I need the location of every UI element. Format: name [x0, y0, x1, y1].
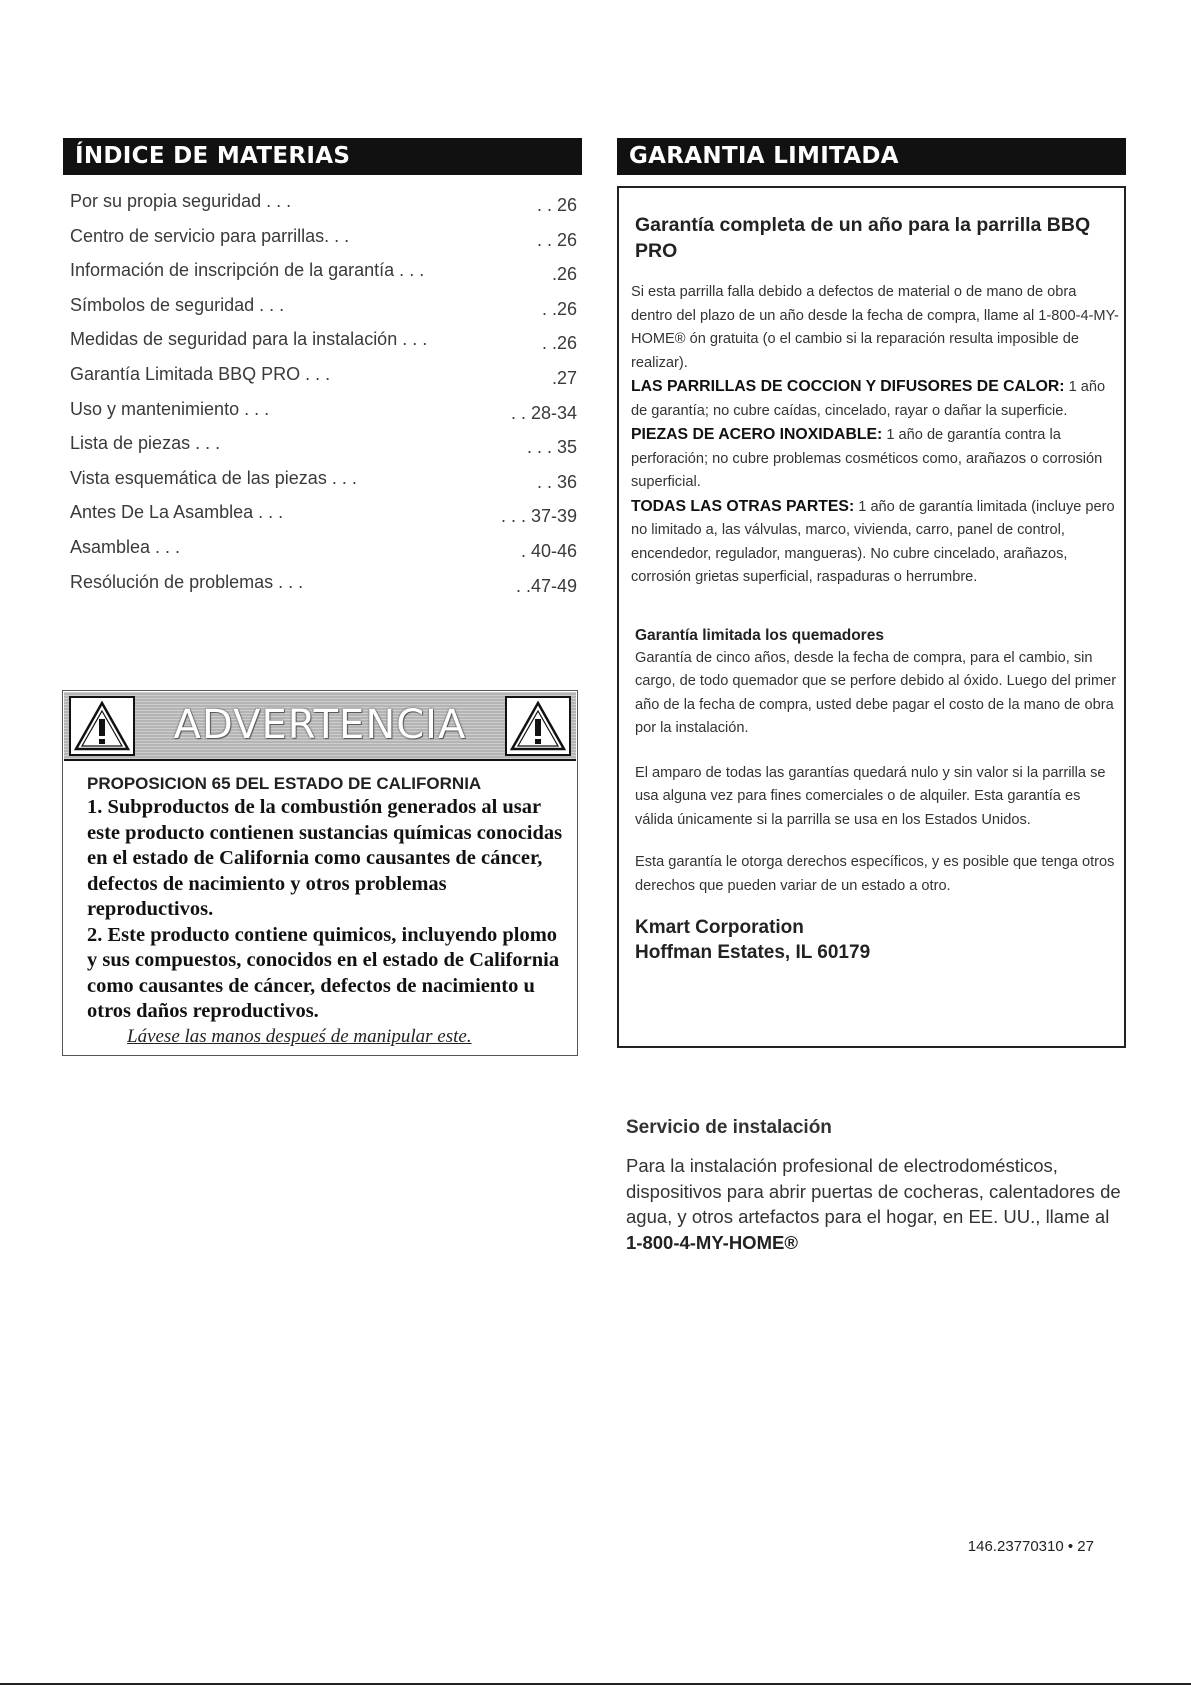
- toc-item-label: Medidas de seguridad para la instalación . . .: [70, 329, 428, 350]
- installation-service: [626, 1115, 1126, 1255]
- toc-item: [70, 189, 580, 224]
- toc-item-page: .27: [551, 367, 577, 388]
- steel-text: 1 año de garantía contra la perforación; no cubre problemas cosméticos como, arañazos o corrosión superficial.: [631, 427, 1103, 490]
- warning-paragraph-1: 1. Subproductos de la combustión generados al usar este producto contienen sustancias químicas conocidas en el estado de California como causantes de cáncer, defectos de nacimiento y otros problemas reproductivos.: [87, 796, 563, 920]
- toc-item: [70, 535, 580, 570]
- toc-item: [70, 258, 580, 293]
- toc-item-page: . . 26: [536, 195, 577, 215]
- company-name: Kmart Corporation: [635, 917, 804, 938]
- toc-item-label: Símbolos de seguridad . . .: [70, 294, 285, 315]
- warranty-title: GARANTIA LIMITADA: [617, 138, 1126, 175]
- toc-item-label: Uso y mantenimiento . . .: [70, 398, 270, 419]
- other-parts-heading: TODAS LAS OTRAS PARTES:: [631, 497, 855, 515]
- toc-item-page: . .26: [541, 333, 577, 354]
- warning-box: [62, 690, 578, 1056]
- toc-title: ÍNDICE DE MATERIAS: [63, 138, 582, 175]
- toc-item: [70, 224, 580, 259]
- warning-paragraph-2: 2. Este producto contiene quimicos, incluyendo plomo y sus compuestos, conocidos en el estado de California como causantes de cáncer, defectos de nacimiento u otros daños reproductivos.: [87, 923, 560, 1022]
- warning-triangle-icon: [69, 696, 135, 756]
- toc-item: [70, 570, 580, 605]
- toc-item-page: . 40-46: [520, 540, 577, 561]
- warning-banner: [64, 692, 576, 761]
- company-info: [635, 915, 1120, 965]
- toc-item: [70, 397, 580, 432]
- grates-text: 1 año de garantía; no cubre caídas, cincelado, rayar o dañar la superficie.: [631, 379, 1106, 419]
- toc-item: [70, 362, 580, 397]
- warranty-void-note: El amparo de todas las garantías quedará nulo y sin valor si la parrilla se usa alguna vez para fines comerciales o de alquiler. Esta garantía es válida únicamente si la parrilla se usa en los Estados Unidos.: [635, 764, 1106, 828]
- toc-item-label: Lista de piezas . . .: [70, 433, 221, 454]
- toc-item-label: Resólución de problemas . . .: [70, 571, 304, 592]
- toc-item: [70, 500, 580, 535]
- toc-item-page: . .47-49: [515, 575, 577, 596]
- toc-item-page: . . 26: [536, 229, 577, 250]
- installation-service-text: Para la instalación profesional de electrodomésticos, dispositivos para abrir puertas de cocheras, calentadores de agua, y otros artefactos para el hogar, en EE. UU., llame al: [626, 1155, 1121, 1227]
- toc-item-label: Por su propia seguridad . . .: [70, 191, 292, 211]
- other-parts-warranty: [631, 495, 1120, 590]
- burner-warranty-title: Garantía limitada los quemadores: [635, 626, 884, 644]
- toc-item: [70, 293, 580, 328]
- toc-item: [70, 466, 580, 501]
- warranty-content: [618, 212, 1120, 965]
- toc-item-page: . . . 35: [526, 437, 577, 458]
- installation-service-title: Servicio de instalación: [626, 1117, 832, 1138]
- toc-item-page: . . 36: [536, 471, 577, 492]
- grates-warranty: [631, 375, 1120, 423]
- other-parts-text: 1 año de garantía limitada (incluye pero no limitado a, las válvulas, marco, vivienda, carro, panel de control, encendedor, regulador, mangueras). No cubre cincelado, arañazos, corrosión grietas superficial, raspaduras o herrumbre.: [631, 498, 1115, 585]
- toc-item-page: . . 28-34: [510, 402, 577, 423]
- toc-item-page: . .26: [541, 298, 577, 319]
- toc-item-label: Centro de servicio para parrillas. . .: [70, 225, 350, 246]
- installation-service-phone: 1-800-4-MY-HOME®: [626, 1231, 798, 1253]
- warranty-rights-note: Esta garantía le otorga derechos específicos, y es posible que tenga otros derechos que pueden variar de un estado a otro.: [635, 854, 1115, 894]
- grates-heading: LAS PARRILLAS DE COCCION Y DIFUSORES DE CALOR:: [631, 378, 1065, 395]
- toc-list: [70, 189, 580, 604]
- toc-item-label: Garantía Limitada BBQ PRO . . .: [70, 363, 331, 384]
- page-footer: 146.23770310 • 27: [967, 1538, 1094, 1555]
- full-warranty-title: Garantía completa de un año para la parrilla BBQ PRO: [635, 214, 1091, 262]
- toc-item-label: Vista esquemática de las piezas . . .: [70, 467, 357, 488]
- steel-warranty: [631, 423, 1120, 495]
- warning-title: ADVERTENCIA: [173, 702, 467, 748]
- toc-item: [70, 431, 580, 466]
- warranty-paragraph: Si esta parrilla falla debido a defectos de material o de mano de obra dentro del plazo de un año desde la fecha de compra, llame al 1-800-4-MY-HOME® ón gratuita (o el cambio si la reparación resulta imposible de realizar).: [631, 284, 1119, 371]
- wash-hands-note: Lávese las manos despueś de manipular este.: [127, 1025, 472, 1047]
- warning-triangle-icon: [505, 696, 571, 756]
- toc-item-page: . . . 37-39: [500, 506, 577, 527]
- warning-body: [87, 773, 565, 1049]
- toc-item-label: Información de inscripción de la garantía . . .: [70, 260, 425, 281]
- toc-item-label: Antes De La Asamblea . . .: [70, 502, 284, 523]
- toc-item-label: Asamblea . . .: [70, 536, 181, 557]
- steel-heading: PIEZAS DE ACERO INOXIDABLE:: [631, 426, 883, 443]
- toc-item-page: .26: [551, 264, 577, 285]
- company-address: Hoffman Estates, IL 60179: [635, 942, 871, 963]
- burner-warranty-text: Garantía de cinco años, desde la fecha de compra, para el cambio, sin cargo, de todo quemador que se perfore debido al óxido. Luego del primer año de la fecha de compra, usted debe pagar el costo de la mano de obra por la instalación.: [635, 649, 1117, 736]
- prop65-title: PROPOSICION 65 DEL ESTADO DE CALIFORNIA: [87, 774, 482, 793]
- toc-item: [70, 327, 580, 362]
